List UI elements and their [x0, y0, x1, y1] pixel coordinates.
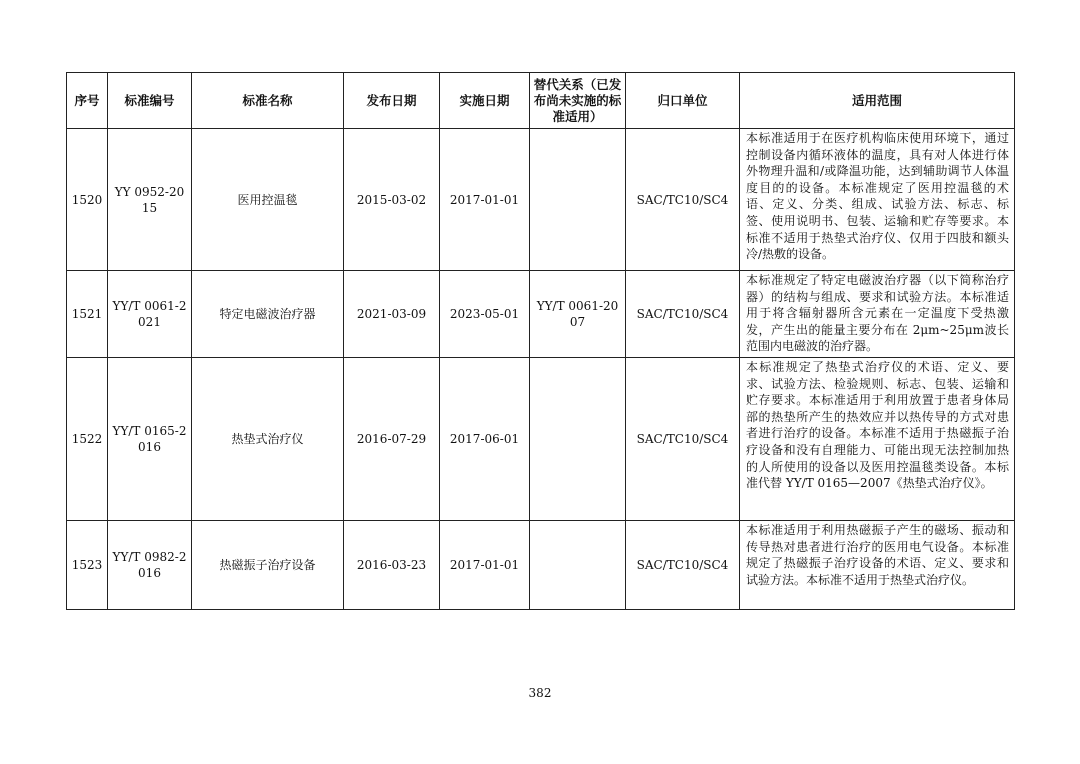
cell-name: 医用控温毯 [192, 129, 344, 271]
cell-name: 热垫式治疗仪 [192, 358, 344, 521]
cell-name: 热磁振子治疗设备 [192, 521, 344, 610]
cell-code: YY/T 0061-2021 [108, 271, 192, 358]
standards-table [66, 72, 1015, 610]
cell-scope: 本标准适用于在医疗机构临床使用环境下，通过控制设备内循环液体的温度，具有对人体进行体外物理升温和/或降温功能，达到辅助调节人体温度目的的设备。本标准规定了医用控温毯的术语、定义、分类、组成、试验方法、标志、标签、使用说明书、包装、运输和贮存等要求。本标准不适用于热垫式治疗仪、仅用于四肢和额头冷/热敷的设备。 [740, 129, 1015, 271]
cell-scope: 本标准适用于利用热磁振子产生的磁场、振动和传导热对患者进行治疗的医用电气设备。本标准规定了热磁振子治疗设备的术语、定义、要求和试验方法。本标准不适用于热垫式治疗仪。 [740, 521, 1015, 610]
cell-seq: 1522 [67, 358, 108, 521]
cell-unit: SAC/TC10/SC4 [626, 358, 740, 521]
cell-publish-date: 2021-03-09 [344, 271, 440, 358]
cell-impl-date: 2017-01-01 [440, 129, 530, 271]
table-row [67, 521, 1015, 610]
page-number: 382 [528, 686, 552, 700]
header-scope: 适用范围 [740, 73, 1015, 129]
cell-name: 特定电磁波治疗器 [192, 271, 344, 358]
cell-code: YY/T 0165-2016 [108, 358, 192, 521]
table-row [67, 271, 1015, 358]
header-code: 标准编号 [108, 73, 192, 129]
cell-unit: SAC/TC10/SC4 [626, 521, 740, 610]
cell-replace [530, 358, 626, 521]
header-name: 标准名称 [192, 73, 344, 129]
header-replace: 替代关系（已发布尚未实施的标准适用） [530, 73, 626, 129]
header-publish-date: 发布日期 [344, 73, 440, 129]
header-unit: 归口单位 [626, 73, 740, 129]
cell-publish-date: 2015-03-02 [344, 129, 440, 271]
cell-impl-date: 2023-05-01 [440, 271, 530, 358]
table-row [67, 358, 1015, 521]
cell-replace [530, 129, 626, 271]
cell-scope: 本标准规定了特定电磁波治疗器（以下简称治疗器）的结构与组成、要求和试验方法。本标准适用于将含辐射器所含元素在一定温度下受热激发，产生出的能量主要分布在 2μm~25μm波长范围内电磁波的治疗器。 [740, 271, 1015, 358]
cell-publish-date: 2016-07-29 [344, 358, 440, 521]
cell-code: YY 0952-2015 [108, 129, 192, 271]
cell-scope: 本标准规定了热垫式治疗仪的术语、定义、要求、试验方法、检验规则、标志、包装、运输和贮存要求。本标准适用于利用放置于患者身体局部的热垫所产生的热效应并以热传导的方式对患者进行治疗的设备。本标准不适用于热磁振子治疗设备和没有自理能力、可能出现无法控制加热的人所使用的设备以及医用控温毯类设备。本标准代替 YY/T 0165—2007《热垫式治疗仪》。 [740, 358, 1015, 521]
cell-unit: SAC/TC10/SC4 [626, 129, 740, 271]
cell-impl-date: 2017-01-01 [440, 521, 530, 610]
cell-unit: SAC/TC10/SC4 [626, 271, 740, 358]
cell-code: YY/T 0982-2016 [108, 521, 192, 610]
header-impl-date: 实施日期 [440, 73, 530, 129]
cell-replace [530, 521, 626, 610]
cell-seq: 1521 [67, 271, 108, 358]
table-header-row [67, 73, 1015, 129]
cell-publish-date: 2016-03-23 [344, 521, 440, 610]
cell-seq: 1520 [67, 129, 108, 271]
header-seq: 序号 [67, 73, 108, 129]
cell-seq: 1523 [67, 521, 108, 610]
cell-replace: YY/T 0061-2007 [530, 271, 626, 358]
cell-impl-date: 2017-06-01 [440, 358, 530, 521]
table-row [67, 129, 1015, 271]
